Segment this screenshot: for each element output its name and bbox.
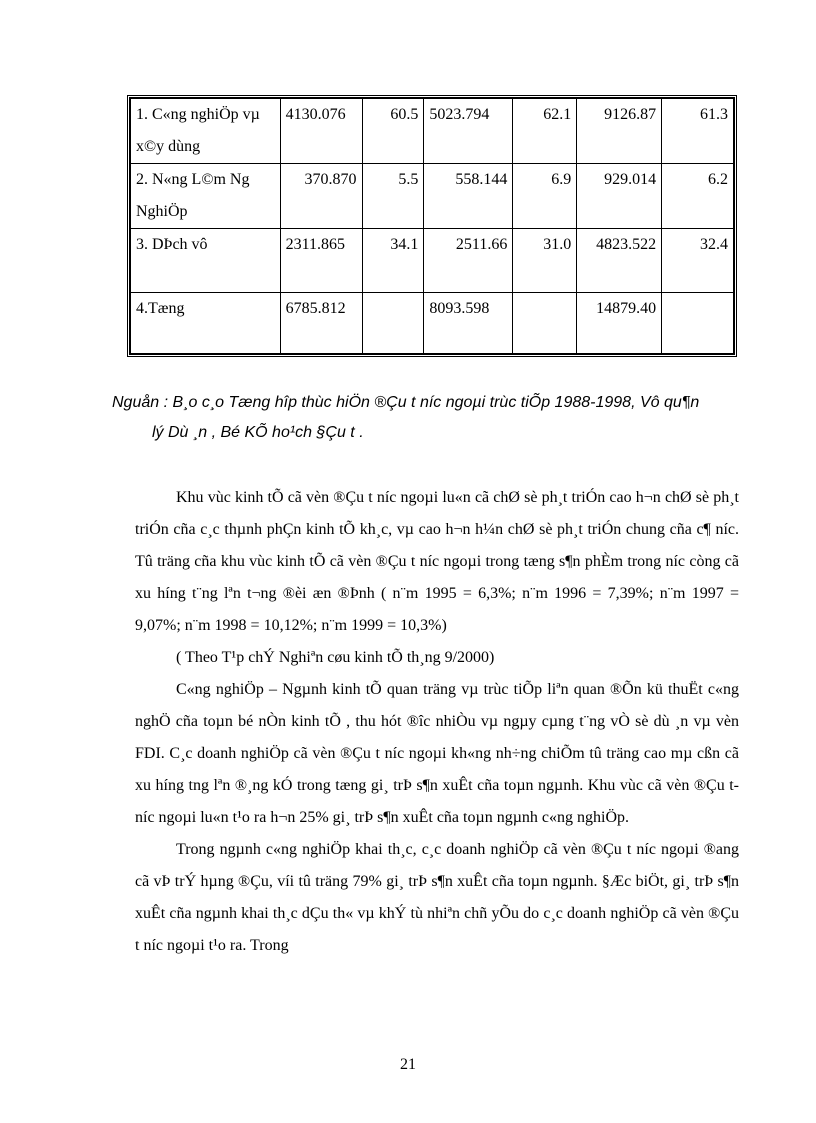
table-row: [131, 229, 734, 293]
cell-value: 2511.66: [424, 229, 513, 293]
cell-percent: 31.0: [513, 229, 577, 293]
cell-percent: 6.2: [662, 164, 734, 229]
cell-value: 5023.794: [424, 99, 513, 164]
cell-value: 6785.812: [280, 293, 362, 354]
cell-value: 4130.076: [280, 99, 362, 164]
row-label: 3. DÞch vô: [131, 229, 281, 293]
cell-value: 9126.87: [577, 99, 662, 164]
cell-value: 8093.598: [424, 293, 513, 354]
row-label: 4.Tæng: [131, 293, 281, 354]
table-row: [131, 293, 734, 354]
cell-percent: 62.1: [513, 99, 577, 164]
cell-percent: [662, 293, 734, 354]
source-line-2: lý Dù ¸n , Bé KÕ ho¹ch §Çu t .: [152, 424, 364, 441]
cell-value: 2311.865: [280, 229, 362, 293]
cell-percent: 5.5: [362, 164, 424, 229]
data-table: [130, 98, 734, 354]
cell-value: 558.144: [424, 164, 513, 229]
cell-value: 929.014: [577, 164, 662, 229]
paragraph: Trong ngµnh c«ng nghiÖp khai th¸c, c¸c doanh nghiÖp cã vèn ®Çu t níc ngoµi ®ang cã vÞ trÝ hµng ®Çu, víi tû träng 79% gi¸ trÞ s¶n xuÊt cña toµn ngµnh. §Æc biÖt, gi¸ trÞ s¶n xuÊt cña ngµnh khai th¸c dÇu th« vµ khÝ tù nhiªn chñ yÕu do c¸c doanh nghiÖp cã vèn ®Çu t níc ngoµi t¹o ra. Trong: [135, 841, 739, 954]
cell-percent: 34.1: [362, 229, 424, 293]
row-label: 1. C«ng nghiÖp vµ x©y dùng: [131, 99, 281, 164]
table-row: [131, 99, 734, 164]
body-text: [135, 482, 739, 962]
cell-percent: 32.4: [662, 229, 734, 293]
cell-percent: 6.9: [513, 164, 577, 229]
source-line-1: Nguån : B¸o c¸o Tæng hîp thùc hiÖn ®Çu t níc ngoµi trùc tiÕp 1988-1998, Vô qu¶n: [112, 394, 700, 411]
paragraph: Khu vùc kinh tÕ cã vèn ®Çu t níc ngoµi lu«n cã chØ sè ph¸t triÓn cao h¬n chØ sè ph¸t triÓn cña c¸c thµnh phÇn kinh tÕ kh¸c, vµ cao h¬n h¼n chØ sè ph¸t triÓn chung cña c¶ níc. Tû träng cña khu vùc kinh tÕ cã vèn ®Çu t níc ngoµi trong tæng s¶n phÈm trong níc còng cã xu híng t¨ng lªn t¬ng ®èi æn ®Þnh ( n¨m 1995 = 6,3%; n¨m 1996 = 7,39%; n¨m 1997 = 9,07%; n¨m 1998 = 10,12%; n¨m 1999 = 10,3%): [135, 489, 739, 634]
cell-value: 4823.522: [577, 229, 662, 293]
table-row: [131, 164, 734, 229]
cell-percent: 61.3: [662, 99, 734, 164]
cell-value: 370.870: [280, 164, 362, 229]
paragraph: C«ng nghiÖp – Ngµnh kinh tÕ quan träng vµ trùc tiÕp liªn quan ®Õn kü thuËt c«ng nghÖ cña toµn bé nÒn kinh tÕ , thu hót ®îc nhiÒu vµ ngµy cµng t¨ng vÒ sè dù ¸n vµ vèn FDI. C¸c doanh nghiÖp cã vèn ®Çu t níc ngoµi kh«ng nh÷ng chiÕm tû träng cao mµ cßn cã xu híng tng lªn ®¸ng kÓ trong tæng gi¸ trÞ s¶n xuÊt cña toµn ngµnh. Khu vùc cã vèn ®Çu t níc ngoµi lu«n t¹o ra h¬n 25% gi¸ trÞ s¶n xuÊt cña toµn ngµnh c«ng nghiÖp.: [135, 681, 739, 826]
citation-paragraph: ( Theo T¹p chÝ Nghiªn cøu kinh tÕ th¸ng 9/2000): [176, 649, 495, 666]
cell-percent: [513, 293, 577, 354]
cell-value: 14879.40: [577, 293, 662, 354]
row-label: 2. N«ng L©m Ng NghiÖp: [131, 164, 281, 229]
cell-percent: 60.5: [362, 99, 424, 164]
cell-percent: [362, 293, 424, 354]
data-table-frame: [127, 95, 737, 357]
source-citation: [112, 388, 742, 448]
page-number: 21: [400, 1056, 416, 1073]
